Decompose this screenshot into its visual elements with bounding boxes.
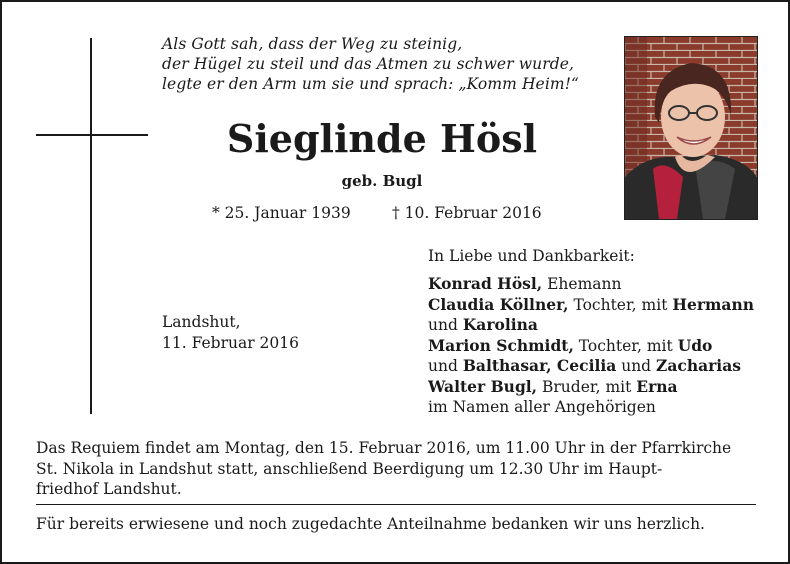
poem-line: Als Gott sah, dass der Weg zu steinig, — [162, 35, 463, 53]
requiem-line: St. Nikola in Landshut statt, anschließend Beerdigung um 12.30 Uhr im Haupt- — [36, 459, 663, 478]
cross-horizontal-bar — [36, 134, 148, 136]
mourner-relation: Tochter, mit — [573, 336, 678, 355]
mourners-list — [428, 274, 768, 418]
requiem-line: Das Requiem findet am Montag, den 15. Februar 2016, um 11.00 Uhr in der Pfarrkirche — [36, 439, 732, 457]
birth-name: geb. Bugl — [341, 172, 423, 190]
place: Landshut, — [162, 313, 241, 331]
divider — [36, 504, 756, 505]
mourner-line — [428, 336, 768, 357]
memorial-poem — [162, 34, 612, 94]
mourner-name: Balthasar, Cecilia — [462, 356, 617, 375]
mourner-relation: und — [428, 316, 463, 334]
mourner-name: Claudia Köllner, — [428, 294, 569, 314]
mourner-name: Marion Schmidt, — [428, 335, 574, 355]
thanks-heading: In Liebe und Dankbarkeit: — [428, 247, 635, 265]
cross-vertical-bar — [90, 38, 92, 414]
mourner-name: Erna — [636, 376, 678, 396]
birth-date: * 25. Januar 1939 — [212, 204, 351, 222]
closing-thanks: Für bereits erwiesene und noch zugedachte Anteilnahme bedanken wir uns herzlich. — [36, 515, 705, 533]
mourner-relation: Tochter, mit — [568, 295, 673, 314]
deceased-name: Sieglinde Hösl — [226, 116, 538, 161]
mourner-line — [428, 377, 768, 398]
poem-line: legte er den Arm um sie und sprach: „Komm Heim!“ — [162, 75, 580, 93]
death-date: † 10. Februar 2016 — [392, 204, 542, 222]
mourner-relation: Bruder, mit — [537, 377, 637, 396]
mourner-line — [428, 315, 768, 336]
mourner-relation: Ehemann — [542, 275, 622, 293]
mourner-name: Hermann — [672, 294, 755, 314]
mourner-line — [428, 274, 768, 295]
portrait-photo-icon — [625, 37, 757, 219]
requiem-info — [36, 438, 756, 500]
place-and-date — [162, 312, 299, 353]
mourner-relation: und — [428, 357, 463, 375]
mourner-relation: im Namen aller Angehörigen — [428, 398, 656, 416]
notice-date: 11. Februar 2016 — [162, 333, 299, 352]
mourner-name: Zacharias — [656, 356, 741, 375]
mourner-line — [428, 397, 768, 418]
mourner-name: Udo — [677, 335, 713, 355]
portrait-photo — [624, 36, 758, 220]
poem-line: der Hügel zu steil und das Atmen zu schwer wurde, — [162, 55, 575, 73]
mourner-relation: und — [616, 357, 657, 375]
mourner-line — [428, 356, 768, 377]
mourner-line — [428, 295, 768, 316]
mourner-name: Konrad Hösl, — [428, 274, 543, 293]
requiem-line: friedhof Landshut. — [36, 480, 182, 498]
mourner-name: Karolina — [462, 315, 538, 334]
mourner-name: Walter Bugl, — [428, 376, 538, 396]
